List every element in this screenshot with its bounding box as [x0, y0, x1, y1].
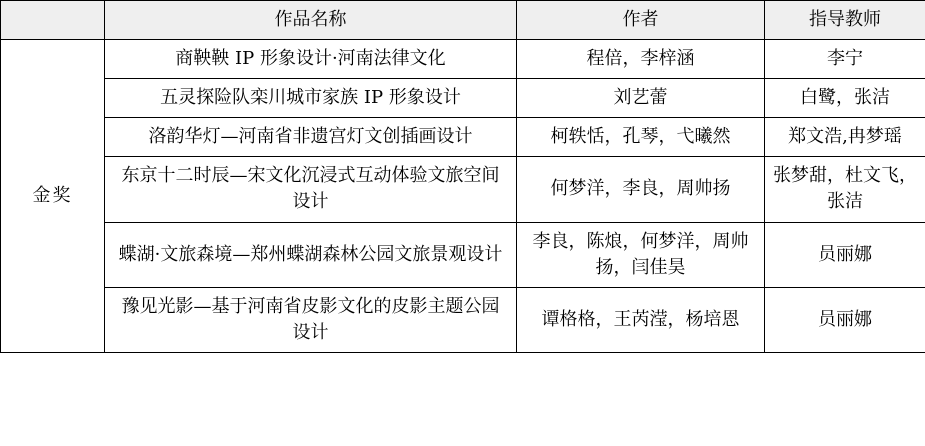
work-authors: 谭格格，王芮滢，杨培恩: [517, 287, 765, 352]
work-teachers: 员丽娜: [765, 222, 925, 287]
work-title: 豫见光影—基于河南省皮影文化的皮影主题公园设计: [105, 287, 517, 352]
work-title: 东京十二时辰—宋文化沉浸式互动体验文旅空间设计: [105, 157, 517, 222]
work-teachers: 李宁: [765, 40, 925, 79]
table-row: [1, 118, 925, 157]
work-authors: 何梦洋，李良，周帅扬: [517, 157, 765, 222]
column-header-title: 作品名称: [105, 1, 517, 40]
table-row: [1, 79, 925, 118]
table-row: [1, 40, 925, 79]
table-header-row: [1, 1, 925, 40]
work-authors: 李良，陈烺，何梦洋，周帅扬，闫佳昊: [517, 222, 765, 287]
work-title: 商鞅鞅 IP 形象设计·河南法律文化: [105, 40, 517, 79]
award-category-cell: 金奖: [1, 40, 105, 353]
work-title: 五灵探险队栾川城市家族 IP 形象设计: [105, 79, 517, 118]
table-row: [1, 157, 925, 222]
work-title: 洛韵华灯—河南省非遗宫灯文创插画设计: [105, 118, 517, 157]
work-authors: 刘艺蕾: [517, 79, 765, 118]
work-teachers: 郑文浩,冉梦瑶: [765, 118, 925, 157]
column-header-author: 作者: [517, 1, 765, 40]
work-authors: 柯轶恬，孔琴，弋曦然: [517, 118, 765, 157]
table-row: [1, 222, 925, 287]
work-authors: 程倍，李梓涵: [517, 40, 765, 79]
column-header-teacher: 指导教师: [765, 1, 925, 40]
work-teachers: 员丽娜: [765, 287, 925, 352]
work-teachers: 张梦甜，杜文飞，张洁: [765, 157, 925, 222]
column-header-award: [1, 1, 105, 40]
table-row: [1, 287, 925, 352]
work-teachers: 白鹭，张洁: [765, 79, 925, 118]
work-title: 蝶湖·文旅森境—郑州蝶湖森林公园文旅景观设计: [105, 222, 517, 287]
